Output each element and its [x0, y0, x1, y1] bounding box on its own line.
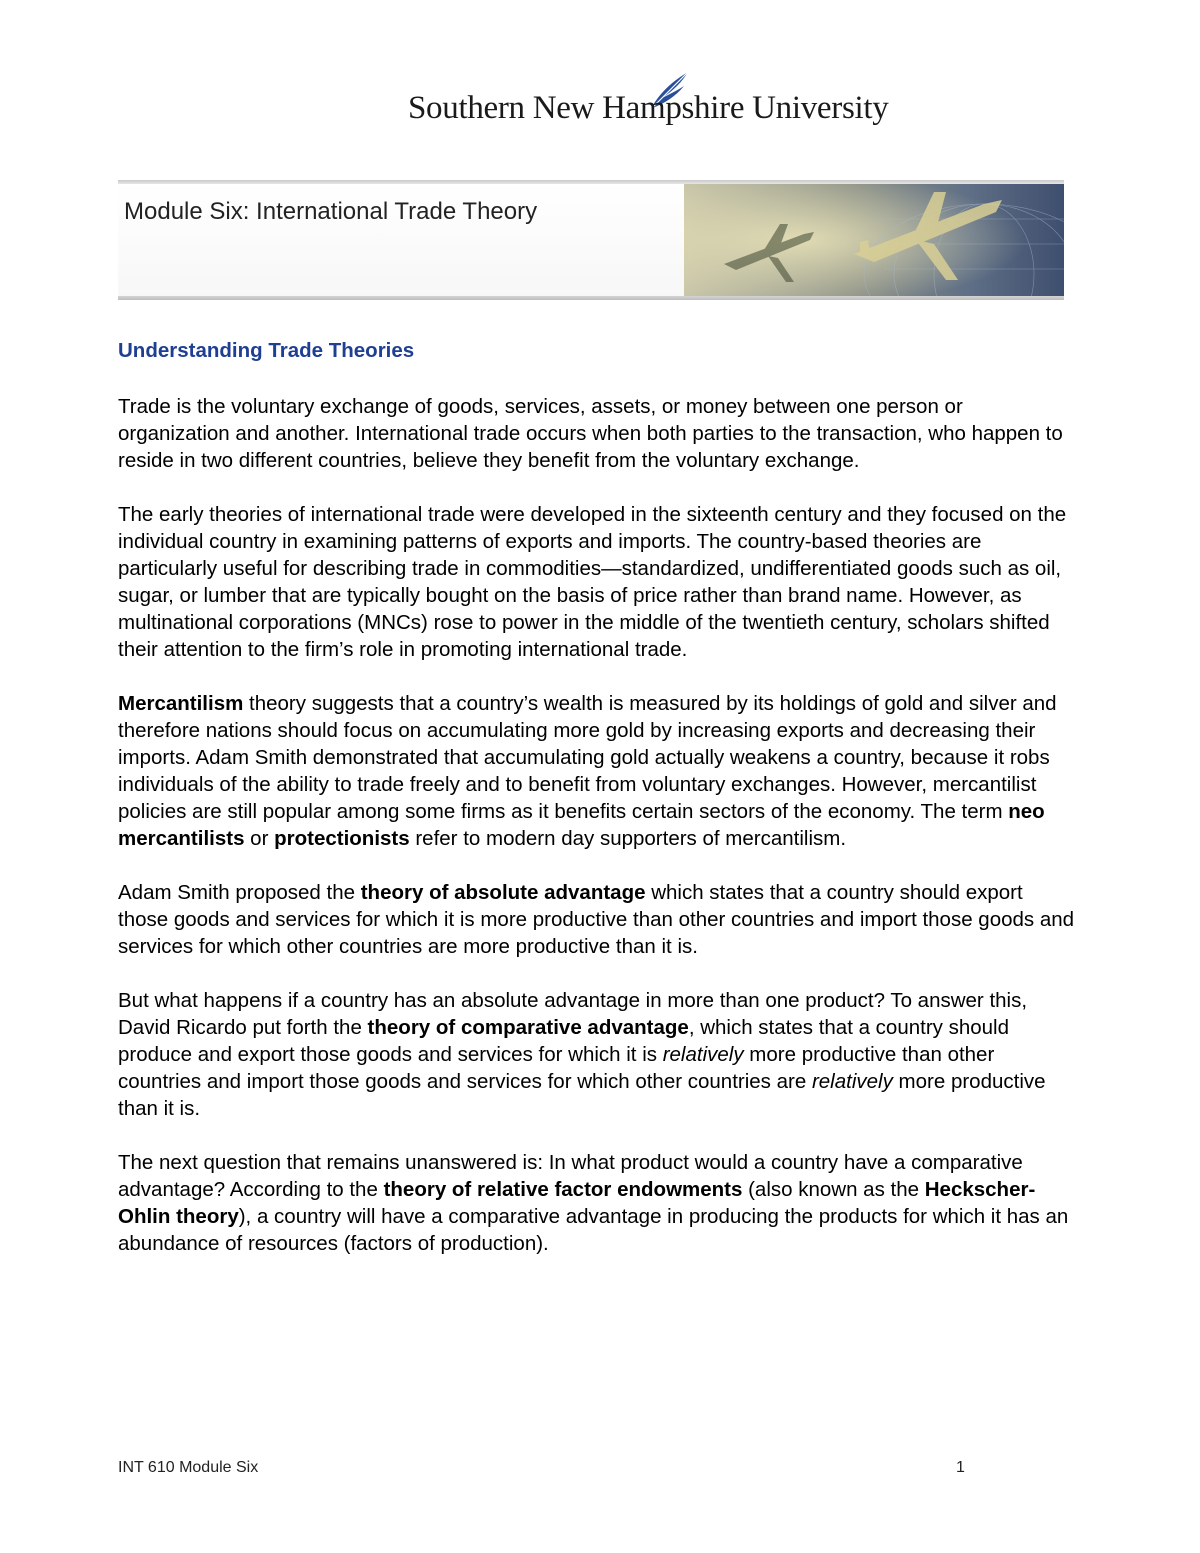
text-run: The next question that remains unanswered is: In what product would a country have a comparative advantage? According to the: [118, 1151, 1023, 1201]
text-run: ), a country will have a comparative advantage in producing the products for which it has an abundance of resources (factors of production).: [118, 1205, 1069, 1255]
term-absolute-advantage: theory of absolute advantage: [360, 881, 646, 904]
banner-title: Module Six: International Trade Theory: [124, 198, 538, 225]
term-neo-mercantilists: neo mercantilists: [118, 800, 1045, 850]
paragraph-trade-definition: Trade is the voluntary exchange of goods, services, assets, or money between one person or organization and another. International trade occurs when both parties to the transaction, who happen to reside in two different countries, believe they benefit from the voluntary exchange.: [118, 395, 1063, 472]
airplane-globe-image: [684, 184, 1064, 296]
text-run: refer to modern day supporters of mercantilism.: [409, 827, 847, 850]
emphasis-relatively: relatively: [662, 1043, 744, 1066]
emphasis-relatively: relatively: [811, 1070, 893, 1093]
term-heckscher-ohlin: Heckscher-Ohlin theory: [118, 1178, 1036, 1228]
text-run: more productive than it is.: [118, 1070, 1046, 1120]
text-run: or: [244, 827, 275, 850]
term-comparative-advantage: theory of comparative advantage: [367, 1016, 689, 1039]
university-logo: [408, 68, 889, 134]
text-run: But what happens if a country has an absolute advantage in more than one product? To answer this, David Ricardo put forth the: [118, 989, 1028, 1039]
section-heading: Understanding Trade Theories: [118, 339, 415, 362]
term-relative-factor-endowments: theory of relative factor endowments: [383, 1178, 743, 1201]
paragraph-early-theories: The early theories of international trade were developed in the sixteenth century and they focused on the individual country in examining patterns of exports and imports. The country-based theories are particularly useful for describing trade in commodities—standardized, undifferentiated goods such as oil, sugar, or lumber that are typically bought on the basis of price rather than brand name. However, as multinational corporations (MNCs) rose to power in the middle of the twentieth century, scholars shifted their attention to the firm’s role in promoting international trade.: [118, 503, 1067, 661]
banner-bottom-rule: [118, 296, 1064, 300]
text-run: Adam Smith proposed the: [118, 881, 361, 904]
module-banner: [118, 180, 1064, 300]
text-run: , which states that a country should produce and export those goods and services for which it is: [118, 1016, 1010, 1066]
text-run: theory suggests that a country’s wealth is measured by its holdings of gold and silver and therefore nations should focus on accumulating more gold by increasing exports and decreasing their imports. Adam Smith demonstrated that accumulating gold actually weakens a country, because it robs individuals of the ability to trade freely and to benefit from voluntary exchanges. However, mercantilist policies are still popular among some firms as it benefits certain sectors of the economy. The term: [118, 692, 1057, 823]
text-run: (also known as the: [742, 1178, 925, 1201]
text-run: more productive than other countries and import those goods and services for which other countries are: [118, 1043, 995, 1093]
paragraph-comparative-advantage: [118, 987, 1078, 1122]
footer-page-number: 1: [956, 1459, 965, 1476]
term-protectionists: protectionists: [274, 827, 410, 850]
logo-wordmark: Southern New Hampshire University: [408, 90, 889, 126]
document-body: [118, 336, 1078, 1284]
footer-course-label: INT 610 Module Six: [118, 1459, 259, 1476]
paragraph-mercantilism: [118, 690, 1078, 852]
paragraph-absolute-advantage: [118, 879, 1078, 960]
term-mercantilism: Mercantilism: [118, 692, 244, 715]
paragraph-factor-endowments: [118, 1149, 1078, 1257]
text-run: which states that a country should export those goods and services for which it is more productive than other countries and import those goods and services for which other countries are more productive than it is.: [118, 881, 1075, 958]
